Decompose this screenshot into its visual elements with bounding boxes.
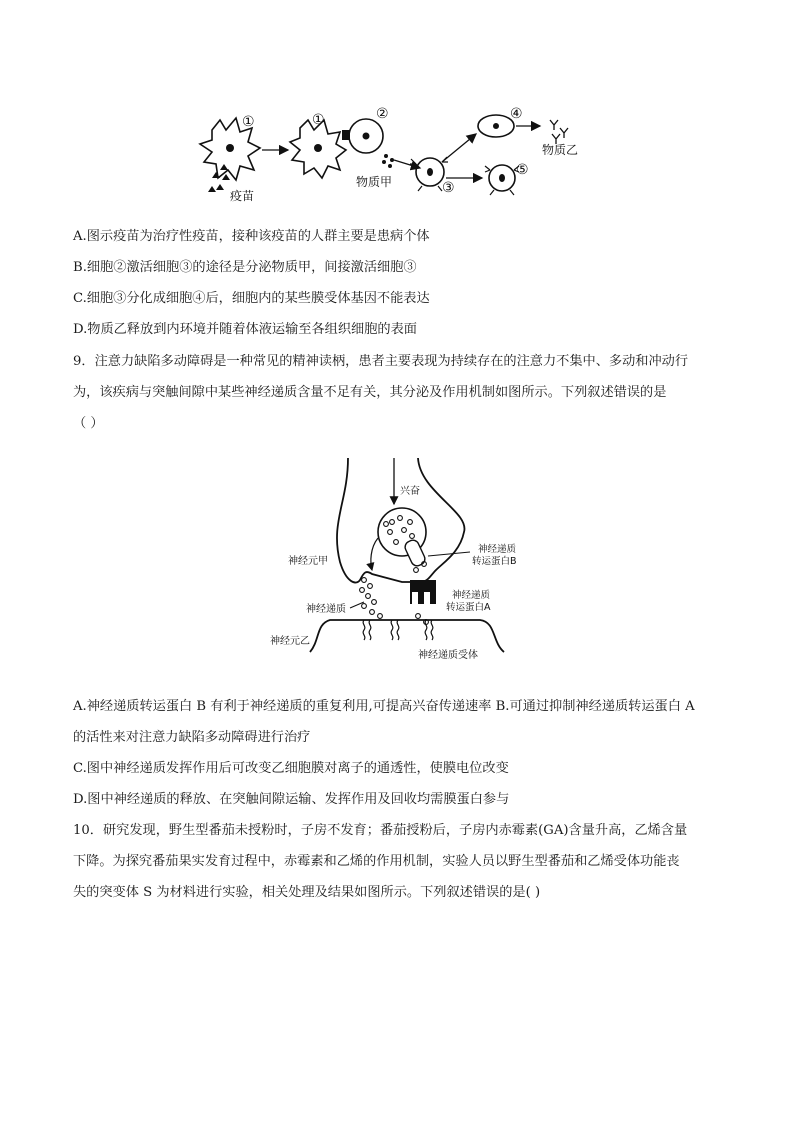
svg-text:神经递质: 神经递质 bbox=[452, 590, 491, 601]
svg-text:神经递质: 神经递质 bbox=[478, 544, 517, 555]
q9-stem-line-1: 9．注意力缺陷多动障碍是一种常见的精神读柄，患者主要表现为持续存在的注意力不集中、多动和冲动行 bbox=[73, 354, 689, 369]
q9-option-b-cont: 的活性来对注意力缺陷多动障碍进行治疗 bbox=[73, 730, 311, 745]
q8-option-d: D.物质乙释放到内环境并随着体液运输至各组织细胞的表面 bbox=[73, 322, 417, 337]
svg-text:神经元甲: 神经元甲 bbox=[288, 556, 328, 567]
q10-stem-line-3: 失的突变体 S 为材料进行实验，相关处理及结果如图所示。下列叙述错误的是( ) bbox=[73, 885, 541, 900]
svg-text:④: ④ bbox=[510, 106, 523, 122]
transporter-a bbox=[410, 580, 436, 604]
svg-text:物质乙: 物质乙 bbox=[542, 143, 579, 157]
svg-text:神经递质: 神经递质 bbox=[306, 604, 346, 615]
q10-stem-line-1: 10．研究发现，野生型番茄未授粉时，子房不发育；番茄授粉后，子房内赤霉素(GA)含量升高，乙烯含量 bbox=[73, 823, 688, 838]
q8-option-a: A.图示疫苗为治疗性疫苗，接种该疫苗的人群主要是患病个体 bbox=[73, 229, 430, 244]
synapse-figure bbox=[260, 452, 530, 672]
q8-option-b: B.细胞②激活细胞③的途径是分泌物质甲，间接激活细胞③ bbox=[73, 260, 417, 275]
q9-stem-line-3: （ ） bbox=[73, 416, 104, 431]
q9-stem-line-2: 为，该疾病与突触间隙中某些神经递质含量不足有关，其分泌及作用机制如图所示。下列叙述错误的是 bbox=[73, 385, 667, 400]
q9-option-c: C.图中神经递质发挥作用后可改变乙细胞膜对离子的通透性，使膜电位改变 bbox=[73, 761, 509, 776]
svg-text:神经元乙: 神经元乙 bbox=[270, 636, 310, 647]
postsynaptic-membrane bbox=[310, 620, 504, 652]
svg-text:物质甲: 物质甲 bbox=[356, 175, 393, 189]
svg-text:转运蛋白A: 转运蛋白A bbox=[446, 602, 491, 613]
svg-text:⑤: ⑤ bbox=[516, 162, 529, 178]
svg-text:神经递质受体: 神经递质受体 bbox=[418, 650, 478, 661]
svg-text:疫苗: 疫苗 bbox=[230, 189, 255, 203]
q8-option-c: C.细胞③分化成细胞④后，细胞内的某些膜受体基因不能表达 bbox=[73, 291, 430, 306]
svg-text:①: ① bbox=[312, 112, 325, 128]
q9-option-d: D.图中神经递质的释放、在突触间隙运输、发挥作用及回收均需膜蛋白参与 bbox=[73, 792, 510, 807]
svg-text:转运蛋白B: 转运蛋白B bbox=[472, 556, 517, 567]
svg-text:①: ① bbox=[242, 114, 255, 130]
q10-stem-line-2: 下降。为探究番茄果实发育过程中，赤霉素和乙烯的作用机制，实验人员以野生型番茄和乙烯受体功能丧 bbox=[73, 854, 680, 869]
q9-option-a-b: A.神经递质转运蛋白 B 有利于神经递质的重复利用,可提高兴奋传递速率 B.可通过抑制神经递质转运蛋白 A bbox=[73, 699, 695, 714]
immune-response-figure bbox=[190, 100, 590, 210]
svg-text:兴奋: 兴奋 bbox=[400, 486, 420, 497]
svg-text:②: ② bbox=[376, 106, 389, 122]
svg-text:③: ③ bbox=[442, 180, 455, 196]
